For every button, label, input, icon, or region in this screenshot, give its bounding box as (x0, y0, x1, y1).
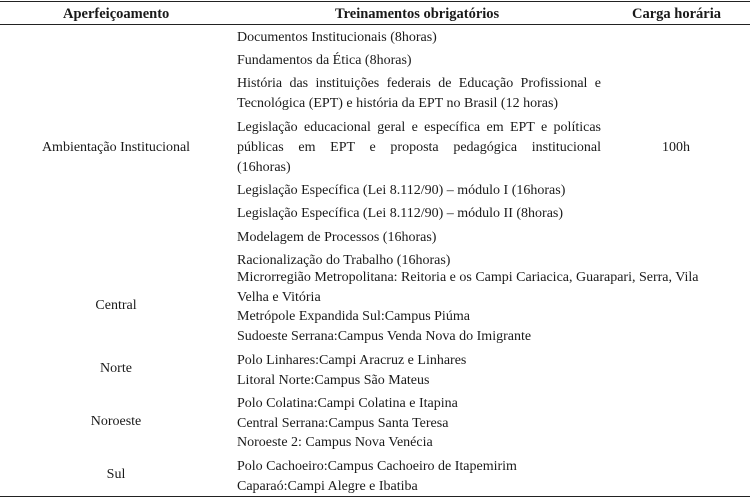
list-item: Legislação educacional geral e específica em EPT e políticas (237, 120, 601, 135)
list-item: Fundamentos da Ética (8horas) (237, 53, 412, 68)
list-item: Central Serrana:Campus Santa Teresa (237, 416, 449, 431)
bottom-rule (0, 496, 750, 497)
list-item: Metrópole Expandida Sul:Campus Piúma (237, 309, 470, 324)
row-category: Ambientação Institucional (41, 140, 191, 155)
list-item: Polo Linhares:Campi Aracruz e Linhares (237, 353, 467, 368)
list-item: (16horas) (237, 160, 291, 175)
list-item: Polo Colatina:Campi Colatina e Itapina (237, 396, 458, 411)
list-item: públicas em EPT e proposta pedagógica institucional (237, 140, 601, 155)
row-category: Sul (106, 467, 126, 482)
row-category: Central (95, 298, 137, 313)
top-rule (0, 1, 750, 2)
list-item: Racionalização do Trabalho (16horas) (237, 253, 451, 268)
header-carga-horaria: Carga horária (632, 6, 721, 22)
list-item: Legislação Específica (Lei 8.112/90) – módulo II (8horas) (237, 206, 564, 221)
list-item: Microrregião Metropolitana: Reitoria e os Campi Cariacica, Guarapari, Serra, Vila (237, 270, 699, 285)
list-item: Modelagem de Processos (16horas) (237, 230, 437, 245)
list-item: Documentos Institucionais (8horas) (237, 30, 437, 45)
header-rule (0, 24, 750, 25)
list-item: História das instituições federais de Educação Profissional e (237, 76, 601, 91)
row-hours: 100h (662, 140, 690, 155)
header-aperfeicoamento: Aperfeiçoamento (63, 6, 170, 22)
list-item: Polo Cachoeiro:Campus Cachoeiro de Itapemirim (237, 459, 517, 474)
list-item: Litoral Norte:Campus São Mateus (237, 373, 430, 388)
list-item: Velha e Vitória (237, 290, 321, 305)
header-treinamentos: Treinamentos obrigatórios (335, 6, 500, 22)
row-category: Norte (100, 361, 132, 376)
list-item: Caparaó:Campi Alegre e Ibatiba (237, 479, 418, 494)
list-item: Sudoeste Serrana:Campus Venda Nova do Imigrante (237, 329, 532, 344)
list-item: Legislação Específica (Lei 8.112/90) – módulo I (16horas) (237, 183, 566, 198)
row-category: Noroeste (90, 414, 142, 429)
list-item: Noroeste 2: Campus Nova Venécia (237, 435, 433, 450)
list-item: Tecnológica (EPT) e história da EPT no Brasil (12 horas) (237, 96, 559, 111)
